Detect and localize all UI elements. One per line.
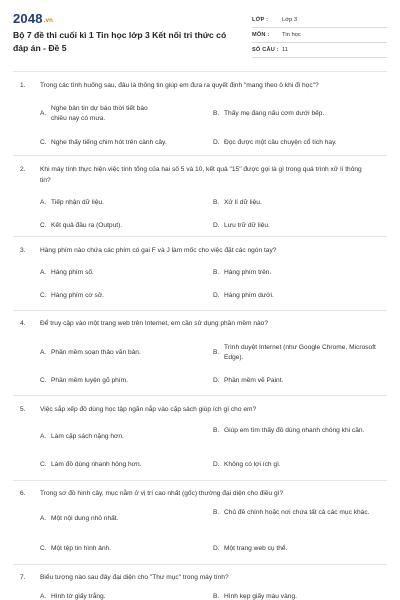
option-c[interactable]: C. Nghe thấy tiếng chim hót trên cành cây.	[40, 139, 167, 146]
option-b[interactable]: B. Hàng phím trên.	[213, 269, 272, 276]
header-divider	[13, 71, 387, 72]
option-c[interactable]: C. Kết quả đầu ra (Output).	[40, 222, 123, 229]
option-a[interactable]: A. Tiếp nhận dữ liệu.	[40, 199, 104, 206]
option-b[interactable]: B. Xử lí dữ liệu.	[213, 199, 262, 206]
exam-meta	[252, 13, 387, 58]
question-divider	[13, 395, 387, 396]
question-stem: 7. Biểu tượng nào sau đây đại diện cho "Thư mục" trong máy tính?	[20, 574, 229, 581]
option-a[interactable]: A. Nghe bản tin dự báo thời tiết báo chiều nay có mưa.	[40, 105, 148, 122]
question-divider	[13, 155, 387, 156]
question-stem: 6. Trong sơ đồ hình cây, mục nằm ở vị trí cao nhất (gốc) thường đại diện cho điều gì?	[20, 490, 284, 497]
option-c[interactable]: C. Một tệp tin hình ảnh.	[40, 545, 112, 552]
question-stem: 1. Trong các tình huống sau, đâu là thông tin giúp em đưa ra quyết định "mang theo ô khi đi học"?	[20, 82, 319, 89]
question-stem: 4. Để truy cập vào một trang web trên Internet, em cần sử dụng phần mềm nào?	[20, 320, 268, 327]
option-b[interactable]: B. Chủ đề chính hoặc nơi chứa tất cả các mục khác.	[213, 509, 370, 516]
option-a[interactable]: A. Phần mềm soạn thảo văn bản.	[40, 349, 141, 356]
option-d[interactable]: D. Hàng phím dưới.	[213, 292, 274, 299]
option-b[interactable]: B. Giúp em tìm thấy đồ dùng nhanh chóng khi cần.	[213, 427, 365, 434]
option-d[interactable]: D. Đọc được một câu chuyện cổ tích hay.	[213, 139, 337, 146]
question-stem: 5. Việc sắp xếp đồ dùng học tập ngăn nắp vào cặp sách giúp ích gì cho em?	[20, 406, 257, 413]
meta-row-grade: LỚP : Lớp 3	[252, 13, 387, 28]
meta-row-subject: MÔN : Tin học	[252, 28, 387, 43]
page-title: Bộ 7 đề thi cuối kì 1 Tin học lớp 3 Kết nối tri thức có đáp án - Đề 5	[13, 30, 227, 53]
question-divider	[13, 564, 387, 565]
option-b[interactable]: B. Hình kẹp giấy màu vàng.	[213, 593, 297, 600]
site-logo[interactable]: 2048.vn	[13, 11, 54, 26]
option-d[interactable]: D. Lưu trữ dữ liệu.	[213, 222, 270, 229]
question-divider	[13, 310, 387, 311]
option-d[interactable]: D. Một trang web cụ thể.	[213, 545, 288, 552]
page-header	[0, 0, 400, 62]
option-c[interactable]: C. Làm đồ dùng nhanh hỏng hơn.	[40, 461, 142, 468]
question-divider	[13, 480, 387, 481]
option-c[interactable]: C. Phần mềm luyện gõ phím.	[40, 377, 128, 384]
option-c[interactable]: C. Hàng phím cơ sở.	[40, 292, 104, 299]
question-stem: 2. Khi máy tính thực hiện việc tính tổng của hai số 5 và 10, kết quả "15" được gọi là gì trong quá trình xử lí thông tin?	[20, 166, 362, 184]
option-a[interactable]: A. Hàng phím số.	[40, 269, 94, 276]
option-b[interactable]: B. Thấy mẹ đang nấu cơm dưới bếp.	[213, 110, 325, 117]
option-d[interactable]: D. Không có lợi ích gì.	[213, 461, 281, 468]
option-b[interactable]: B. Trình duyệt Internet (như Google Chrome, Microsoft Edge).	[213, 344, 376, 361]
option-a[interactable]: A. Hình tờ giấy trắng.	[40, 593, 106, 600]
question-divider	[13, 236, 387, 237]
question-stem: 3. Hàng phím nào chứa các phím có gai F và J làm mốc cho việc đặt các ngón tay?	[20, 247, 277, 254]
option-d[interactable]: D. Phần mềm vẽ Paint.	[213, 377, 284, 384]
option-a[interactable]: A. Làm cặp sách nặng hơn.	[40, 433, 124, 440]
option-a[interactable]: A. Một nội dung nhỏ nhất.	[40, 515, 119, 522]
meta-row-count: SỐ CÂU : 11	[252, 43, 387, 58]
